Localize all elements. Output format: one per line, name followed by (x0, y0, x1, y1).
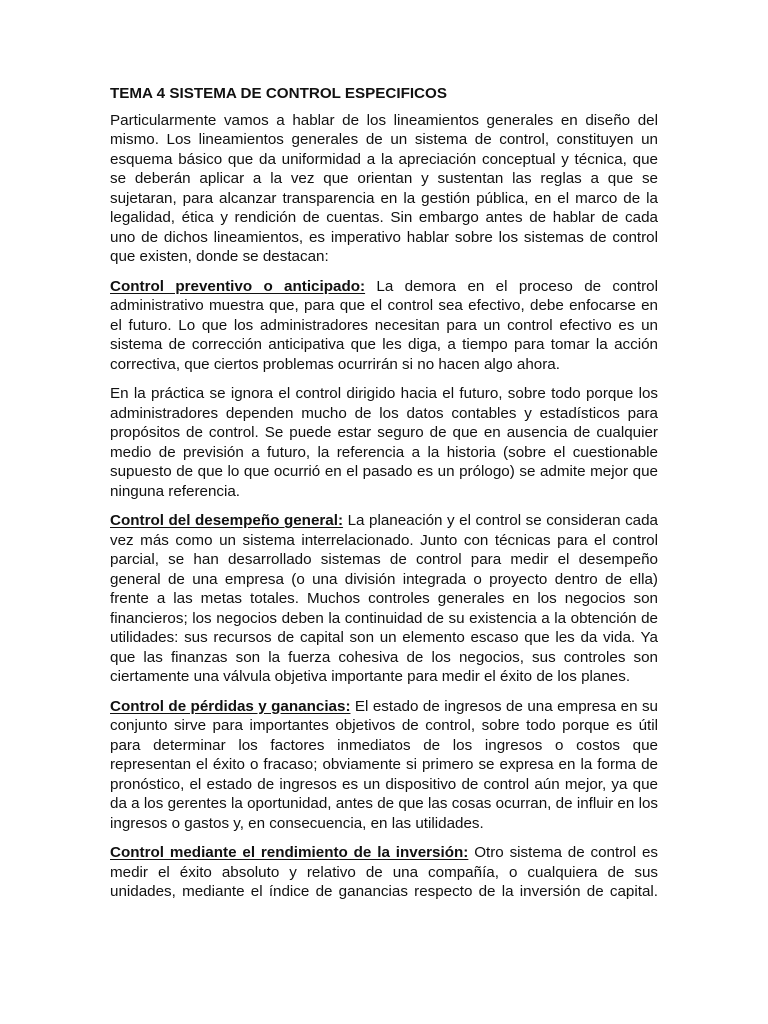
section-heading: Control mediante el rendimiento de la inversión: (110, 844, 469, 861)
section-text: La planeación y el control se consideran cada vez más como un sistema interrelacionado. Junto con técnicas para el control parcial, se han desarrollado sistemas de control para medir el desempeño general de una empresa (o una división integrada o proyecto dentro de ella) frente a las metas totales. Muchos controles generales en los negocios son financieros; los negocios deben la continuidad de su existencia a la obtención de utilidades: sus recursos de capital son un elemento escaso que les da vida. Ya que las finanzas son la fuerza cohesiva de los negocios, sus controles son ciertamente una válvula objetiva importante para medir el éxito de los planes. (110, 512, 659, 685)
section-heading: Control de pérdidas y ganancias: (110, 697, 351, 715)
section-preventive-control (110, 277, 658, 375)
section-future-control-paragraph (110, 384, 658, 501)
section-text: En la práctica se ignora el control dirigido hacia el futuro, sobre todo porque los administradores dependen mucho de los datos contables y estadísticos para propósitos de control. Se puede estar seguro de que en ausencia de cualquier medio de previsión a futuro, la referencia a la historia (sobre el cuestionable supuesto de que lo que ocurrió en el pasado es un prólogo) se admite mejor que ninguna referencia. (110, 385, 658, 500)
intro-paragraph: Particularmente vamos a hablar de los lineamientos generales en diseño del mismo. Los lineamientos generales de un sistema de control, constituyen un esquema básico que da uniformidad a la apreciación conceptual y técnica, que se deberán aplicar a la vez que orientan y sustentan las reglas a que se sujetaran, para alcanzar transparencia en la gestión pública, en el marco de la legalidad, ética y rendición de cuentas. Sin embargo antes de hablar de cada uno de dichos lineamientos, es imperativo hablar sobre los sistemas de control que existen, donde se destacan: (110, 111, 658, 265)
section-profit-loss-control (110, 697, 658, 834)
section-heading: Control del desempeño general: (110, 512, 344, 529)
section-text: La demora en el proceso de control administrativo muestra que, para que el control sea efectivo, debe enfocarse en el futuro. Lo que los administradores necesitan para un control efectivo es un sistema de corrección anticipativa que les diga, a tiempo para tomar la acción correctiva, que ciertos problemas ocurrirán si no hacen algo ahora. (110, 277, 659, 373)
section-text: Otro sistema de control es medir el éxito absoluto y relativo de una compañía, o cualquiera de sus unidades, mediante el índice de ganancias respecto de la inversión de capital. (110, 844, 658, 900)
section-general-performance-control (110, 511, 658, 687)
document-title: TEMA 4 SISTEMA DE CONTROL ESPECIFICOS (110, 85, 447, 102)
section-text: El estado de ingresos de una empresa en su conjunto sirve para importantes objetivos de control, sobre todo porque es útil para determinar los factores inmediatos de los ingresos o costos que representan el éxito o fracaso; obviamente si primero se expresa en la forma de pronóstico, el estado de ingresos es un dispositivo de control aún mejor, ya que da a los gerentes la oportunidad, antes de que las cosas ocurran, de influir en los ingresos o gastos y, en consecuencia, en las utilidades. (110, 697, 658, 832)
document-body (110, 84, 658, 912)
section-investment-return-control (110, 843, 658, 902)
section-heading: Control preventivo o anticipado: (110, 277, 366, 295)
